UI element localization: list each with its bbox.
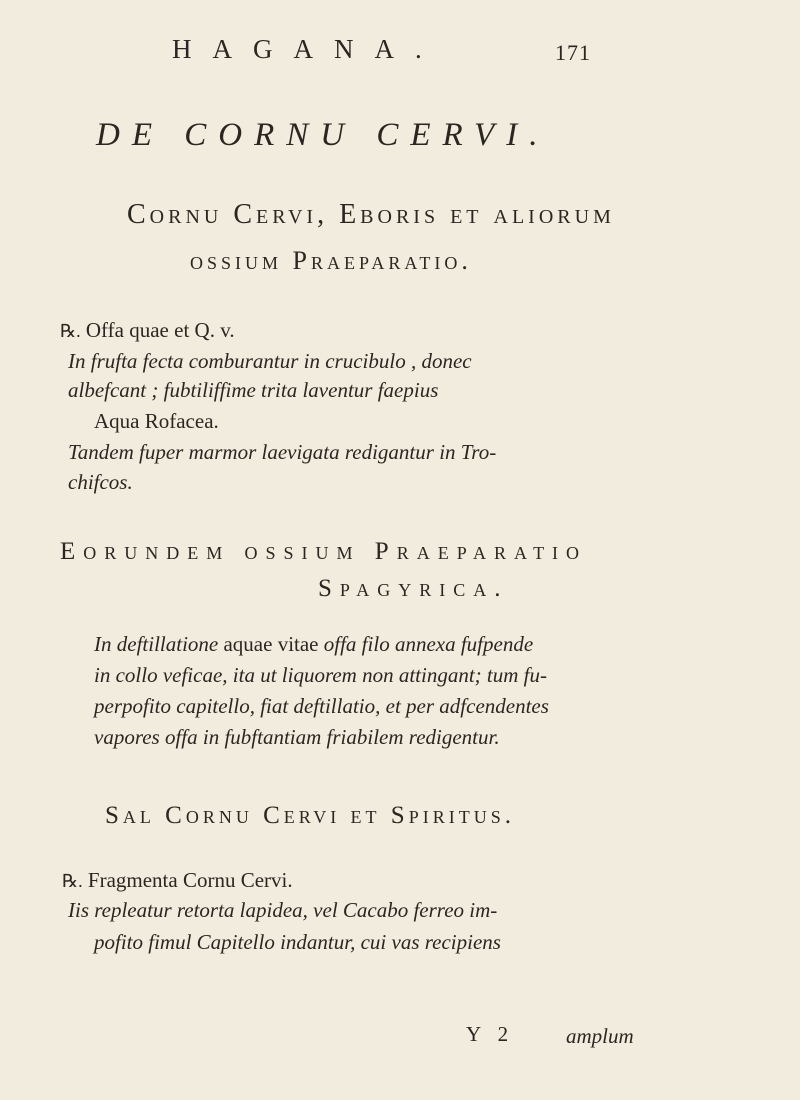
section3-heading: Sal Cornu Cervi et Spiritus. (105, 802, 515, 829)
chapter-title: DE CORNU CERVI. (96, 117, 550, 153)
section2-heading-line1: Eorundem ossium Praeparatio (60, 538, 588, 565)
page-number: 171 (555, 40, 591, 65)
recipe-line: Aqua Rofacea. (94, 409, 219, 433)
section2-heading-line2: Spagyrica. (318, 575, 509, 602)
recipe-line (62, 868, 293, 893)
recipe-symbol: ℞. (60, 321, 81, 341)
recipe-line: Iis repleatur retorta lapidea, vel Cacabo ferreo im- (68, 898, 498, 922)
running-title: HAGANA. (172, 34, 443, 64)
signature-mark: Y 2 (466, 1022, 515, 1046)
recipe-text: Offa quae et Q. v. (85, 318, 235, 342)
section1-heading-line1: Cornu Cervi, Eboris et aliorum (127, 199, 615, 230)
section1-heading-line2: ossium Praeparatio. (190, 246, 472, 275)
paragraph-line: In deftillatione aquae vitae offa filo annexa fufpende (94, 632, 534, 656)
recipe-text: Fragmenta Cornu Cervi. (87, 868, 293, 892)
paragraph-line: perpofito capitello, fiat deftillatio, et per adfcendentes (94, 694, 549, 718)
recipe-line: Tandem fuper marmor laevigata redigantur in Tro- (68, 440, 497, 464)
catchword: amplum (566, 1024, 634, 1048)
recipe-line: In frufta fecta comburantur in crucibulo , donec (68, 349, 472, 373)
recipe-symbol: ℞. (62, 871, 83, 891)
recipe-line: chifcos. (68, 470, 133, 494)
recipe-line: pofito fimul Capitello indantur, cui vas recipiens (94, 930, 501, 954)
paragraph-line: in collo veficae, ita ut liquorem non attingant; tum fu- (94, 663, 547, 687)
recipe-line: albefcant ; fubtiliffime trita laventur faepius (68, 378, 439, 402)
recipe-line (60, 318, 235, 343)
paragraph-line: vapores offa in fubftantiam friabilem redigentur. (94, 725, 500, 749)
